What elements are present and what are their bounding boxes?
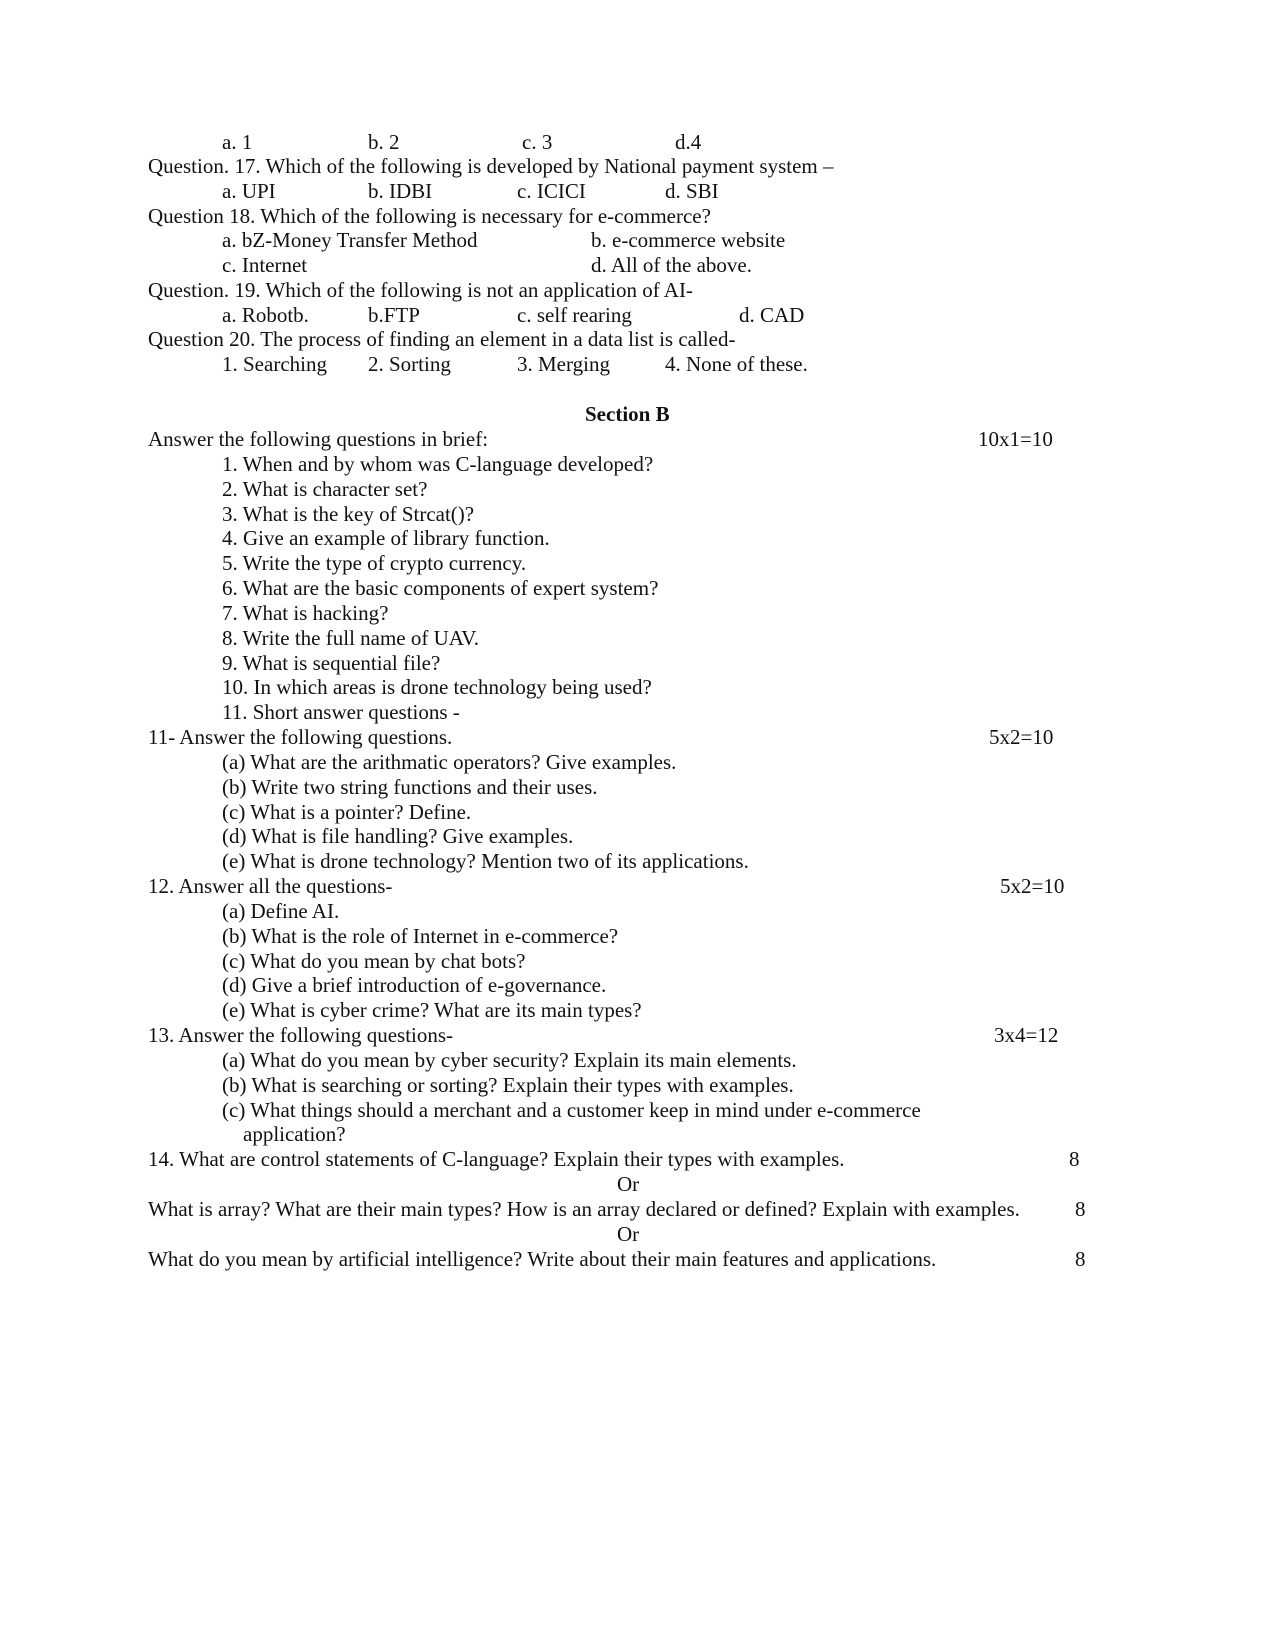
section-b-question: 6. What are the basic components of expert system? xyxy=(222,576,659,600)
q19-option-a: a. Robotb. xyxy=(222,303,309,327)
q14-marks: 8 xyxy=(1069,1147,1080,1171)
q11-item: (d) What is file handling? Give examples. xyxy=(222,824,574,848)
q14-text: 14. What are control statements of C-language? Explain their types with examples. xyxy=(148,1147,845,1171)
q18-option-b: b. e-commerce website xyxy=(591,228,786,252)
q12-item: (a) Define AI. xyxy=(222,899,340,923)
q19-text: Question. 19. Which of the following is not an application of AI- xyxy=(148,278,693,302)
section-b-question: 3. What is the key of Strcat()? xyxy=(222,502,475,526)
q11-item: (b) Write two string functions and their uses. xyxy=(222,775,598,799)
q18-option-d: d. All of the above. xyxy=(591,253,752,277)
q13-marks: 3x4=12 xyxy=(994,1023,1059,1047)
q19-option-c: c. self rearing xyxy=(517,303,632,327)
q18-option-a: a. bZ-Money Transfer Method xyxy=(222,228,478,252)
q18-text: Question 18. Which of the following is necessary for e-commerce? xyxy=(148,204,711,228)
q16-option-d: d.4 xyxy=(675,130,702,154)
or-separator: Or xyxy=(617,1172,640,1196)
q13-item: (a) What do you mean by cyber security? Explain its main elements. xyxy=(222,1048,797,1072)
section-b-question: 7. What is hacking? xyxy=(222,601,389,625)
q13-item: (c) What things should a merchant and a customer keep in mind under e-commerce xyxy=(222,1098,921,1122)
q12-item: (b) What is the role of Internet in e-commerce? xyxy=(222,924,619,948)
q11-marks: 5x2=10 xyxy=(989,725,1054,749)
q18-option-c: c. Internet xyxy=(222,253,308,277)
q17-option-b: b. IDBI xyxy=(368,179,433,203)
section-b-question: 4. Give an example of library function. xyxy=(222,526,550,550)
q16-option-c: c. 3 xyxy=(522,130,553,154)
section-b-question: 2. What is character set? xyxy=(222,477,428,501)
q13-item: (b) What is searching or sorting? Explain their types with examples. xyxy=(222,1073,794,1097)
q11-item: (e) What is drone technology? Mention two of its applications. xyxy=(222,849,749,873)
q20-option-1: 1. Searching xyxy=(222,352,327,376)
q12-item: (e) What is cyber crime? What are its main types? xyxy=(222,998,642,1022)
section-b-instruction: Answer the following questions in brief: xyxy=(148,427,489,451)
q19-option-d: d. CAD xyxy=(739,303,805,327)
section-b-heading: Section B xyxy=(585,402,670,426)
q20-option-2: 2. Sorting xyxy=(368,352,451,376)
q13-item-continuation: application? xyxy=(243,1122,346,1146)
section-b-question: 11. Short answer questions - xyxy=(222,700,460,724)
q11-text: 11- Answer the following questions. xyxy=(148,725,453,749)
or-separator: Or xyxy=(617,1222,640,1246)
q14-alt2-marks: 8 xyxy=(1075,1247,1086,1271)
q17-text: Question. 17. Which of the following is developed by National payment system – xyxy=(148,154,834,178)
q11-item: (c) What is a pointer? Define. xyxy=(222,800,472,824)
q14-alt2-text: What do you mean by artificial intelligence? Write about their main features and applications. xyxy=(148,1247,937,1271)
q16-option-a: a. 1 xyxy=(222,130,253,154)
q17-option-d: d. SBI xyxy=(665,179,719,203)
q17-option-a: a. UPI xyxy=(222,179,276,203)
section-b-question: 1. When and by whom was C-language developed? xyxy=(222,452,654,476)
q14-alt1-marks: 8 xyxy=(1075,1197,1086,1221)
q19-option-b: b.FTP xyxy=(368,303,420,327)
q20-option-3: 3. Merging xyxy=(517,352,610,376)
q17-option-c: c. ICICI xyxy=(517,179,586,203)
section-b-question: 9. What is sequential file? xyxy=(222,651,441,675)
q11-item: (a) What are the arithmatic operators? Give examples. xyxy=(222,750,677,774)
section-b-question: 5. Write the type of crypto currency. xyxy=(222,551,527,575)
q12-marks: 5x2=10 xyxy=(1000,874,1065,898)
q12-item: (d) Give a brief introduction of e-governance. xyxy=(222,973,607,997)
q20-option-4: 4. None of these. xyxy=(665,352,808,376)
q20-text: Question 20. The process of finding an element in a data list is called- xyxy=(148,327,736,351)
q12-item: (c) What do you mean by chat bots? xyxy=(222,949,526,973)
q14-alt1-text: What is array? What are their main types? How is an array declared or defined? Explain with examples. xyxy=(148,1197,1020,1221)
section-b-question: 10. In which areas is drone technology being used? xyxy=(222,675,652,699)
q13-text: 13. Answer the following questions- xyxy=(148,1023,454,1047)
section-b-question: 8. Write the full name of UAV. xyxy=(222,626,479,650)
section-b-marks: 10x1=10 xyxy=(978,427,1053,451)
q12-text: 12. Answer all the questions- xyxy=(148,874,393,898)
q16-option-b: b. 2 xyxy=(368,130,400,154)
